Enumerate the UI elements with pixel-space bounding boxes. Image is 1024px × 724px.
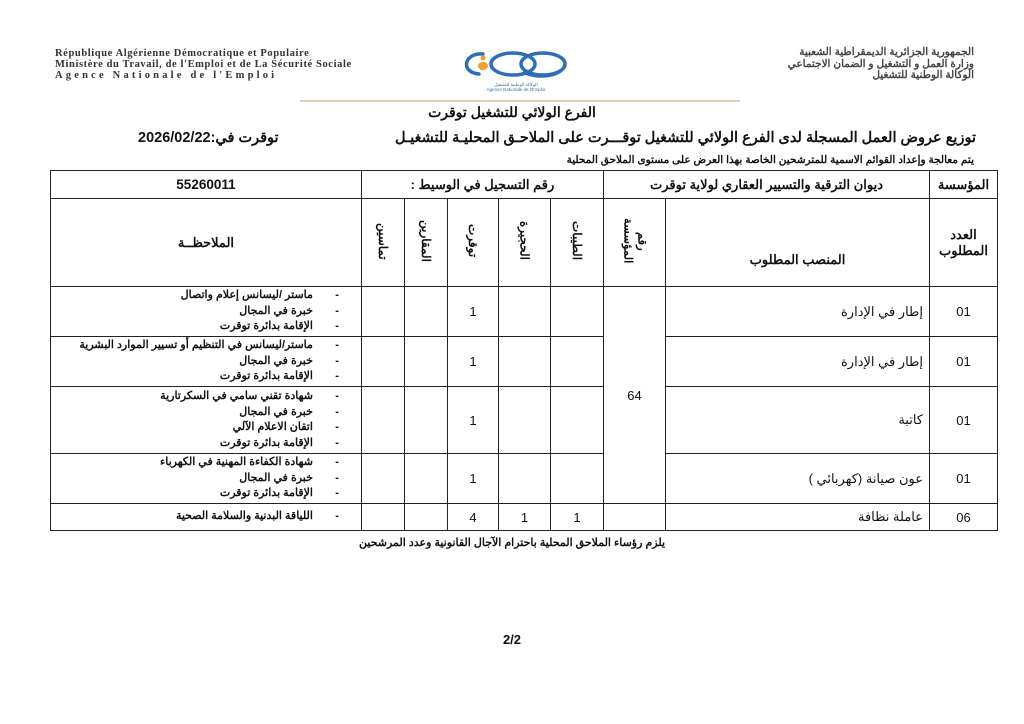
header-divider: [300, 100, 740, 102]
note-item: - شهادة الكفاءة المهنية في الكهرباء: [57, 455, 339, 471]
row-location-value: 1: [447, 337, 498, 387]
row-count: 01: [930, 337, 998, 387]
row-location-value: [404, 287, 447, 337]
row-count: 01: [930, 454, 998, 504]
header-fr-line-1: République Algérienne Démocratique et Populaire: [55, 48, 310, 59]
job-offers-table: [50, 170, 998, 531]
row-location-value: 1: [447, 287, 498, 337]
note-item: - خبرة في المجال: [57, 471, 339, 487]
row-post: عاملة نظافة: [666, 504, 930, 531]
col-header-location: المقارين: [418, 220, 433, 262]
document-title: توزيع عروض العمل المسجلة لدى الفرع الولائي للتشغيل توقـــرت على الملاحـق المحليـة للتشغيـل: [394, 130, 976, 146]
registration-number: 55260011: [51, 171, 362, 199]
col-header-post: المنصب المطلوب: [666, 199, 930, 287]
row-location-value: [361, 454, 404, 504]
note-item: - اتقان الاعلام الآلي: [57, 420, 339, 436]
col-header-institution-number: رقم المؤسسة: [621, 218, 648, 264]
col-header-location: الحجيرة: [517, 221, 532, 261]
note-item: - الإقامة بدائرة توقرت: [57, 436, 339, 452]
header-ar-line-2: وزارة العمل و التشغيل و الضمان الاجتماعي: [787, 57, 974, 70]
row-post: عون صيانة (كهربائي ): [666, 454, 930, 504]
row-notes: [51, 337, 362, 387]
logo-rings-icon: [453, 46, 578, 82]
header-arabic: [788, 47, 974, 82]
row-location-value: [498, 387, 550, 454]
header-fr-line-2: Ministère du Travail, de l'Emploi et de La Sécurité Sociale: [55, 59, 352, 70]
footer-note: يلزم رؤساء الملاحق المحلية باحترام الآجال القانونية وعدد المرشحين: [358, 537, 666, 549]
document-date: توقرت في:2026/02/22: [138, 130, 279, 146]
institution-number: 64: [603, 287, 665, 504]
col-header-location: توقرت: [465, 224, 480, 258]
document-subtitle: يتم معالجة وإعداد القوائم الاسمية للمترشحين الخاصة بهذا العرض على مستوى الملاحق المحلية: [566, 154, 974, 166]
institution-number-empty: [603, 504, 665, 531]
row-location-value: 1: [447, 454, 498, 504]
row-location-value: [361, 504, 404, 531]
row-count: 06: [930, 504, 998, 531]
logo-caption-ar: الوكالة الوطنية للتشغيل: [494, 82, 538, 87]
row-location-value: [404, 387, 447, 454]
row-location-value: [404, 504, 447, 531]
row-count: 01: [930, 387, 998, 454]
row-location-value: 4: [447, 504, 498, 531]
header-fr-line-3: Agence Nationale de l'Emploi: [55, 70, 278, 81]
note-item: - الإقامة بدائرة توقرت: [57, 486, 339, 502]
row-location-value: [498, 287, 550, 337]
note-item: - ماستر /ليسانس إعلام واتصال: [57, 288, 339, 304]
row-post: كاتبة: [666, 387, 930, 454]
note-item: - ماستر/ليسانس في التنظيم أو تسيير الموارد البشرية: [57, 338, 339, 354]
institution-name: ديوان الترقية والتسيير العقاري لولاية توقرت: [603, 171, 929, 199]
note-item: - خبرة في المجال: [57, 405, 339, 421]
row-location-value: 1: [550, 504, 603, 531]
header-french: [55, 48, 352, 81]
row-location-value: 1: [498, 504, 550, 531]
row-location-value: [550, 337, 603, 387]
table-row: [51, 454, 998, 504]
row-location-value: [498, 337, 550, 387]
row-notes: [51, 504, 362, 531]
row-location-value: [404, 337, 447, 387]
col-header-notes: الملاحظــة: [51, 199, 362, 287]
row-location-value: 1: [447, 387, 498, 454]
table-header-institution-row: [51, 171, 998, 199]
row-location-value: [404, 454, 447, 504]
note-item: - شهادة تقني سامي في السكرتارية: [57, 389, 339, 405]
row-count: 01: [930, 287, 998, 337]
header-ar-line-1: الجمهورية الجزائرية الديمقراطية الشعبية: [799, 46, 974, 58]
page-number: 2/2: [502, 632, 522, 647]
note-item: - الإقامة بدائرة توقرت: [57, 369, 339, 385]
logo-caption-fr: Agence Nationale de l'Emploi: [486, 87, 546, 92]
row-location-value: [550, 387, 603, 454]
logo-caption: [460, 82, 572, 92]
table-row: [51, 287, 998, 337]
row-notes: [51, 454, 362, 504]
institution-label: المؤسسة: [930, 171, 998, 199]
row-notes: [51, 287, 362, 337]
row-location-value: [498, 454, 550, 504]
row-location-value: [550, 454, 603, 504]
col-header-location: تماسين: [375, 222, 390, 260]
table-header-columns-row: [51, 199, 998, 287]
note-item: - الإقامة بدائرة توقرت: [57, 319, 339, 335]
col-header-location: الطيبات: [569, 221, 584, 261]
col-header-count: العدد المطلوب: [930, 199, 998, 287]
row-post: إطار في الإدارة: [666, 287, 930, 337]
row-location-value: [361, 337, 404, 387]
row-location-value: [361, 287, 404, 337]
header-ar-line-3: الوكالة الوطنية للتشغيل: [872, 69, 974, 81]
row-notes: [51, 387, 362, 454]
table-row: [51, 387, 998, 454]
row-location-value: [550, 287, 603, 337]
table-row: [51, 337, 998, 387]
note-item: - اللياقة البدنية والسلامة الصحية: [57, 509, 339, 525]
table-row: [51, 504, 998, 531]
branch-title: الفرع الولائي للتشغيل توقرت: [428, 104, 596, 120]
row-location-value: [361, 387, 404, 454]
note-item: - خبرة في المجال: [57, 354, 339, 370]
registration-label: رقم التسجيل في الوسيط :: [361, 171, 603, 199]
note-item: - خبرة في المجال: [57, 304, 339, 320]
row-post: إطار في الإدارة: [666, 337, 930, 387]
